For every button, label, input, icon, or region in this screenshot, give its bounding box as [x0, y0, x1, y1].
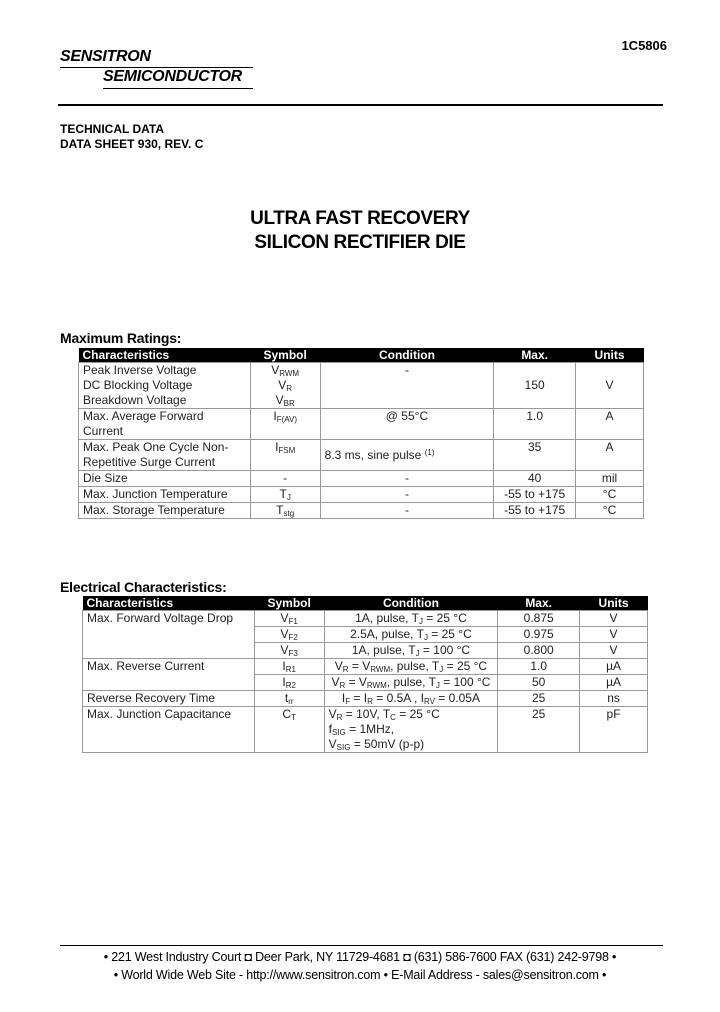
col-header: Units — [576, 348, 644, 363]
table-header-row — [83, 596, 648, 611]
symbol-cell: $V_{RWM}$ $V_R$ $V_{BR}$ — [250, 363, 320, 409]
condition-cell: 2.5A, pulse, $T_J = 25$ °C — [324, 627, 498, 643]
characteristic-cell: Max. Peak One Cycle Non- Repetitive Surge Current — [79, 440, 251, 471]
characteristic-cell: Peak Inverse Voltage DC Blocking Voltage Breakdown Voltage — [79, 363, 251, 409]
characteristic-cell: Max. Forward Voltage Drop — [83, 611, 255, 659]
condition-cell: 1A, pulse, $T_J = 100$ °C — [324, 643, 498, 659]
units-cell: ns — [580, 691, 648, 707]
characteristic-cell: Die Size — [79, 471, 251, 487]
max-cell: -55 to +175 — [494, 487, 576, 503]
units-cell: µA — [580, 659, 648, 675]
condition-cell: $I_F = I_R = 0.5A$ , $I_{RV} = 0.05A$ — [324, 691, 498, 707]
symbol-cell: $I_{FSM}$ — [250, 440, 320, 471]
footer-divider — [60, 945, 663, 946]
header-divider — [58, 104, 663, 106]
max-cell: 1.0 — [494, 409, 576, 440]
condition-cell: 1A, pulse, $T_J = 25$ °C — [324, 611, 498, 627]
condition-cell: - — [320, 363, 494, 409]
data-sheet-number: DATA SHEET 930, REV. C — [60, 137, 204, 151]
condition-cell: - — [320, 503, 494, 519]
condition-cell: 8.3 ms, sine pulse $^{(1)}$ — [320, 440, 494, 471]
units-cell: mil — [576, 471, 644, 487]
characteristic-cell: Max. Storage Temperature — [79, 503, 251, 519]
elec-characteristics-title: Electrical Characteristics: — [60, 579, 227, 595]
title-line1: ULTRA FAST RECOVERY — [250, 208, 470, 229]
units-cell: A — [576, 440, 644, 471]
max-cell: 0.800 — [498, 643, 580, 659]
characteristic-cell: Max. Reverse Current — [83, 659, 255, 691]
condition-cell: @ 55°C — [320, 409, 494, 440]
table-row — [79, 409, 644, 440]
col-header: Characteristics — [83, 596, 255, 611]
symbol-cell: $T_{stg}$ — [250, 503, 320, 519]
table-row — [83, 659, 648, 675]
characteristic-cell: Max. Junction Temperature — [79, 487, 251, 503]
units-cell: V — [580, 627, 648, 643]
col-header: Condition — [320, 348, 494, 363]
symbol-cell: $V_{F3}$ — [254, 643, 324, 659]
col-header: Max. — [498, 596, 580, 611]
units-cell: A — [576, 409, 644, 440]
condition-cell: $V_R = V_{RWM}$, pulse, $T_J = 100$ °C — [324, 675, 498, 691]
condition-cell: $V_R = 10V$, $T_C = 25$ °C $f_{SIG} = 1MHz$, $V_{SIG} = 50mV$ (p-p) — [324, 707, 498, 753]
units-cell: °C — [576, 503, 644, 519]
table-row — [83, 611, 648, 627]
max-cell: -55 to +175 — [494, 503, 576, 519]
units-cell: V — [580, 643, 648, 659]
condition-cell: $V_R = V_{RWM}$, pulse, $T_J = 25$ °C — [324, 659, 498, 675]
characteristic-cell: Reverse Recovery Time — [83, 691, 255, 707]
characteristic-cell: Max. Junction Capacitance — [83, 707, 255, 753]
doc-type: TECHNICAL DATA — [60, 122, 164, 136]
col-header: Units — [580, 596, 648, 611]
elec-characteristics-table — [82, 596, 648, 753]
doc-info — [60, 122, 203, 152]
max-cell: 25 — [498, 691, 580, 707]
company-name-line2: SEMICONDUCTOR — [103, 68, 242, 85]
table-header-row — [79, 348, 644, 363]
footer-contact: • World Wide Web Site - http://www.sensitron.com • E-Mail Address - sales@sensitron.com • — [113, 968, 607, 982]
col-header: Symbol — [250, 348, 320, 363]
symbol-cell: $V_{F1}$ — [254, 611, 324, 627]
units-cell: V — [580, 611, 648, 627]
table-row — [79, 363, 644, 409]
units-cell: °C — [576, 487, 644, 503]
condition-cell: - — [320, 471, 494, 487]
table-row — [83, 707, 648, 753]
max-cell: 35 — [494, 440, 576, 471]
symbol-cell: $I_{R2}$ — [254, 675, 324, 691]
table-row — [79, 487, 644, 503]
max-cell: 40 — [494, 471, 576, 487]
company-name-line1: SENSITRON — [60, 48, 151, 65]
max-cell: 150 — [494, 363, 576, 409]
symbol-cell: $I_{F(AV)}$ — [250, 409, 320, 440]
units-cell: pF — [580, 707, 648, 753]
part-number: 1C5806 — [621, 38, 667, 53]
max-cell: 1.0 — [498, 659, 580, 675]
table-row — [79, 471, 644, 487]
table-row — [83, 691, 648, 707]
col-header: Condition — [324, 596, 498, 611]
table-row — [79, 503, 644, 519]
symbol-cell: $V_{F2}$ — [254, 627, 324, 643]
max-ratings-table — [78, 348, 644, 519]
title-line2: SILICON RECTIFIER DIE — [254, 232, 466, 253]
footer-address: • 221 West Industry Court ◘ Deer Park, NY 11729-4681 ◘ (631) 586-7600 FAX (631) 242-9798 • — [103, 950, 617, 964]
units-cell: µA — [580, 675, 648, 691]
max-cell: 25 — [498, 707, 580, 753]
logo-underline — [103, 88, 253, 89]
max-ratings-title: Maximum Ratings: — [60, 330, 182, 346]
max-cell: 0.975 — [498, 627, 580, 643]
symbol-cell: $I_{R1}$ — [254, 659, 324, 675]
units-cell: V — [576, 363, 644, 409]
col-header: Characteristics — [79, 348, 251, 363]
col-header: Max. — [494, 348, 576, 363]
symbol-cell: $C_T$ — [254, 707, 324, 753]
condition-cell: - — [320, 487, 494, 503]
max-cell: 50 — [498, 675, 580, 691]
characteristic-cell: Max. Average Forward Current — [79, 409, 251, 440]
table-row — [79, 440, 644, 471]
max-cell: 0.875 — [498, 611, 580, 627]
col-header: Symbol — [254, 596, 324, 611]
symbol-cell: $T_J$ — [250, 487, 320, 503]
symbol-cell: - — [250, 471, 320, 487]
symbol-cell: $t_{rr}$ — [254, 691, 324, 707]
